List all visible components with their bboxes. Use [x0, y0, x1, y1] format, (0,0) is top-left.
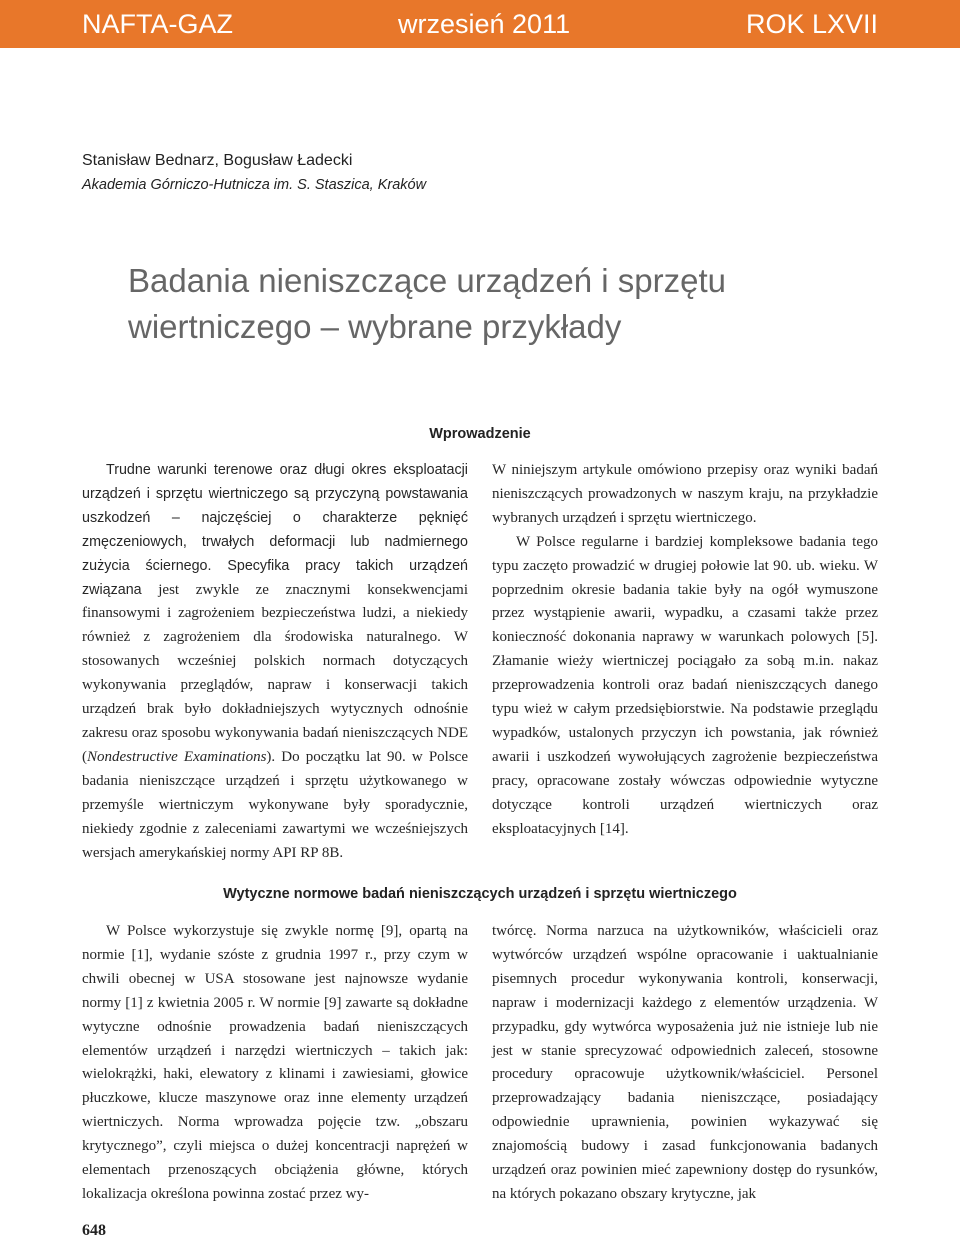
guidelines-left-column: [82, 920, 468, 1207]
introduction-paragraph-3: W Polsce regularne i bardziej kompleksowe badania tego typu zaczęto prowadzić w drugiej połowie lat 90. ub. wieku. W poprzednim okresie badania takie były na ogół wymuszone przez wystąpienie awarii, wypadku, a czasami także przez konieczność dokonania naprawy w warunkach polowych [5]. Złamanie wieży wiertniczej pociągało za sobą m.in. nakaz przeprowadzenia kontroli oraz badań nieniszczących danego typu wież w całym przedsiębiorstwie. Na podstawie przeglądu wypadków, ustalonych przyczyn ich powstania, jak również awarii i uszkodzeń wywołujących zagrożenie bezpieczeństwa pracy, opracowane zostały wówczas odpowiednie wytyczne dotyczące kontroli urządzeń wiertniczych oraz eksploatacyjnych [14].: [492, 533, 878, 837]
page-number: 648: [82, 1222, 106, 1239]
journal-name: NAFTA-GAZ: [82, 9, 233, 39]
article-title-line-1: Badania nieniszczące urządzeń i sprzętu: [128, 262, 727, 299]
guidelines-paragraph-1: W Polsce wykorzystuje się zwykle normę [9], opartą na normie [1], wydanie szóste z grudnia 1997 r., przy czym w chwili obecnej w USA stosowane jest najnowsze wydanie normy [1] z kwietnia 2005 r. W normie [9] zawarte są dokładne wytyczne odnośnie prowadzenia badań nieniszczących elementów urządzeń i narzędzi wiertniczych – takich jak: wielokrążki, haki, elewatory z klinami i zawiesiami, głowice płuczkowe, klucze maszynowe oraz inne elementy urządzeń wiertniczych. Norma wprowadza pojęcie tzw. „obszaru krytycznego”, czyli miejsca o dużej koncentracji naprężeń w elementach przenoszących obciążenia główne, których lokalizacja określona powinna zostać przez wy-: [82, 923, 468, 1202]
journal-volume: ROK LXVII: [745, 9, 878, 39]
section-heading-guidelines: Wytyczne normowe badań nieniszczących urządzeń i sprzętu wiertniczego: [223, 886, 737, 902]
issue-date: wrzesień 2011: [398, 9, 571, 39]
guidelines-paragraph-2: twórcę. Norma narzuca na użytkowników, właścicieli oraz wytwórców urządzeń wspólne opracowanie i uaktualnianie pisemnych procedur wykonywania kontroli, konserwacji, napraw i modernizacji każdego z elementów urządzenia. W przypadku, gdy wytwórca wyposażenia już nie istnieje lub nie jest w stanie sprecyzować odpowiednich zaleceń, stosowne procedury opracowuje użytkownik/właściciel. Personel przeprowadzający badania nieniszczące, posiadający odpowiednie uprawnienia, powinien wykazywać się znajomością budowy i zasad funkcjonowania badanych urządzeń oraz powinien mieć zapewniony dostęp do rysunków, na których pokazano obszary krytyczne, jak: [492, 923, 878, 1202]
article-title: [128, 258, 828, 350]
journal-header-banner: [0, 0, 960, 48]
introduction-right-column: [492, 459, 878, 842]
guidelines-right-column: [492, 920, 878, 1207]
introduction-lead-text: Trudne warunki terenowe oraz długi okres eksploatacji urządzeń i sprzętu wiertniczego są przyczyną powstawania uszkodzeń – najczęściej o charakterze pęknięć zmęczeniowych, trwałych deformacji lub nadmiernego zużycia ściernego. Specyfika pracy takich urządzeń związana: [82, 462, 468, 598]
author-affiliation: Akademia Górniczo-Hutnicza im. S. Staszica, Kraków: [82, 177, 427, 193]
section-heading-introduction: Wprowadzenie: [429, 426, 531, 442]
introduction-paragraph-2: W niniejszym artykule omówiono przepisy oraz wyniki badań nieniszczących prowadzonych w naszym kraju, na przykładzie wybranych urządzeń i sprzętu wiertniczego.: [492, 462, 878, 526]
introduction-body-text: jest zwykle ze znacznymi konsekwencjami finansowymi i zagrożeniem bezpieczeństwa ludzi, a niekiedy również z zagrożeniem dla środowiska naturalnego. W stosowanych wcześniej polskich normach dotyczących wykonywania przeglądów, napraw i konserwacji takich urządzeń brak było dokładniejszych wytycznych odnośnie zakresu oraz sposobu wykonywania badań nieniszczących NDE (: [82, 581, 468, 765]
introduction-paragraph-1: [82, 459, 468, 865]
author-list: Stanisław Bednarz, Bogusław Ładecki: [82, 152, 353, 169]
introduction-left-column: [82, 459, 468, 865]
nde-term-italic: Nondestructive Examinations: [87, 748, 267, 765]
introduction-body-text-cont: ). Do początku lat 90. w Polsce badania nieniszczące urządzeń i sprzętu użytkowanego w przemyśle wiertniczym wykonywane były sporadycznie, niekiedy zgodnie z zaleceniami zawartymi we wcześniejszych wersjach amerykańskiej normy API RP 8B.: [82, 748, 468, 861]
article-title-line-2: wiertniczego – wybrane przykłady: [128, 308, 622, 345]
